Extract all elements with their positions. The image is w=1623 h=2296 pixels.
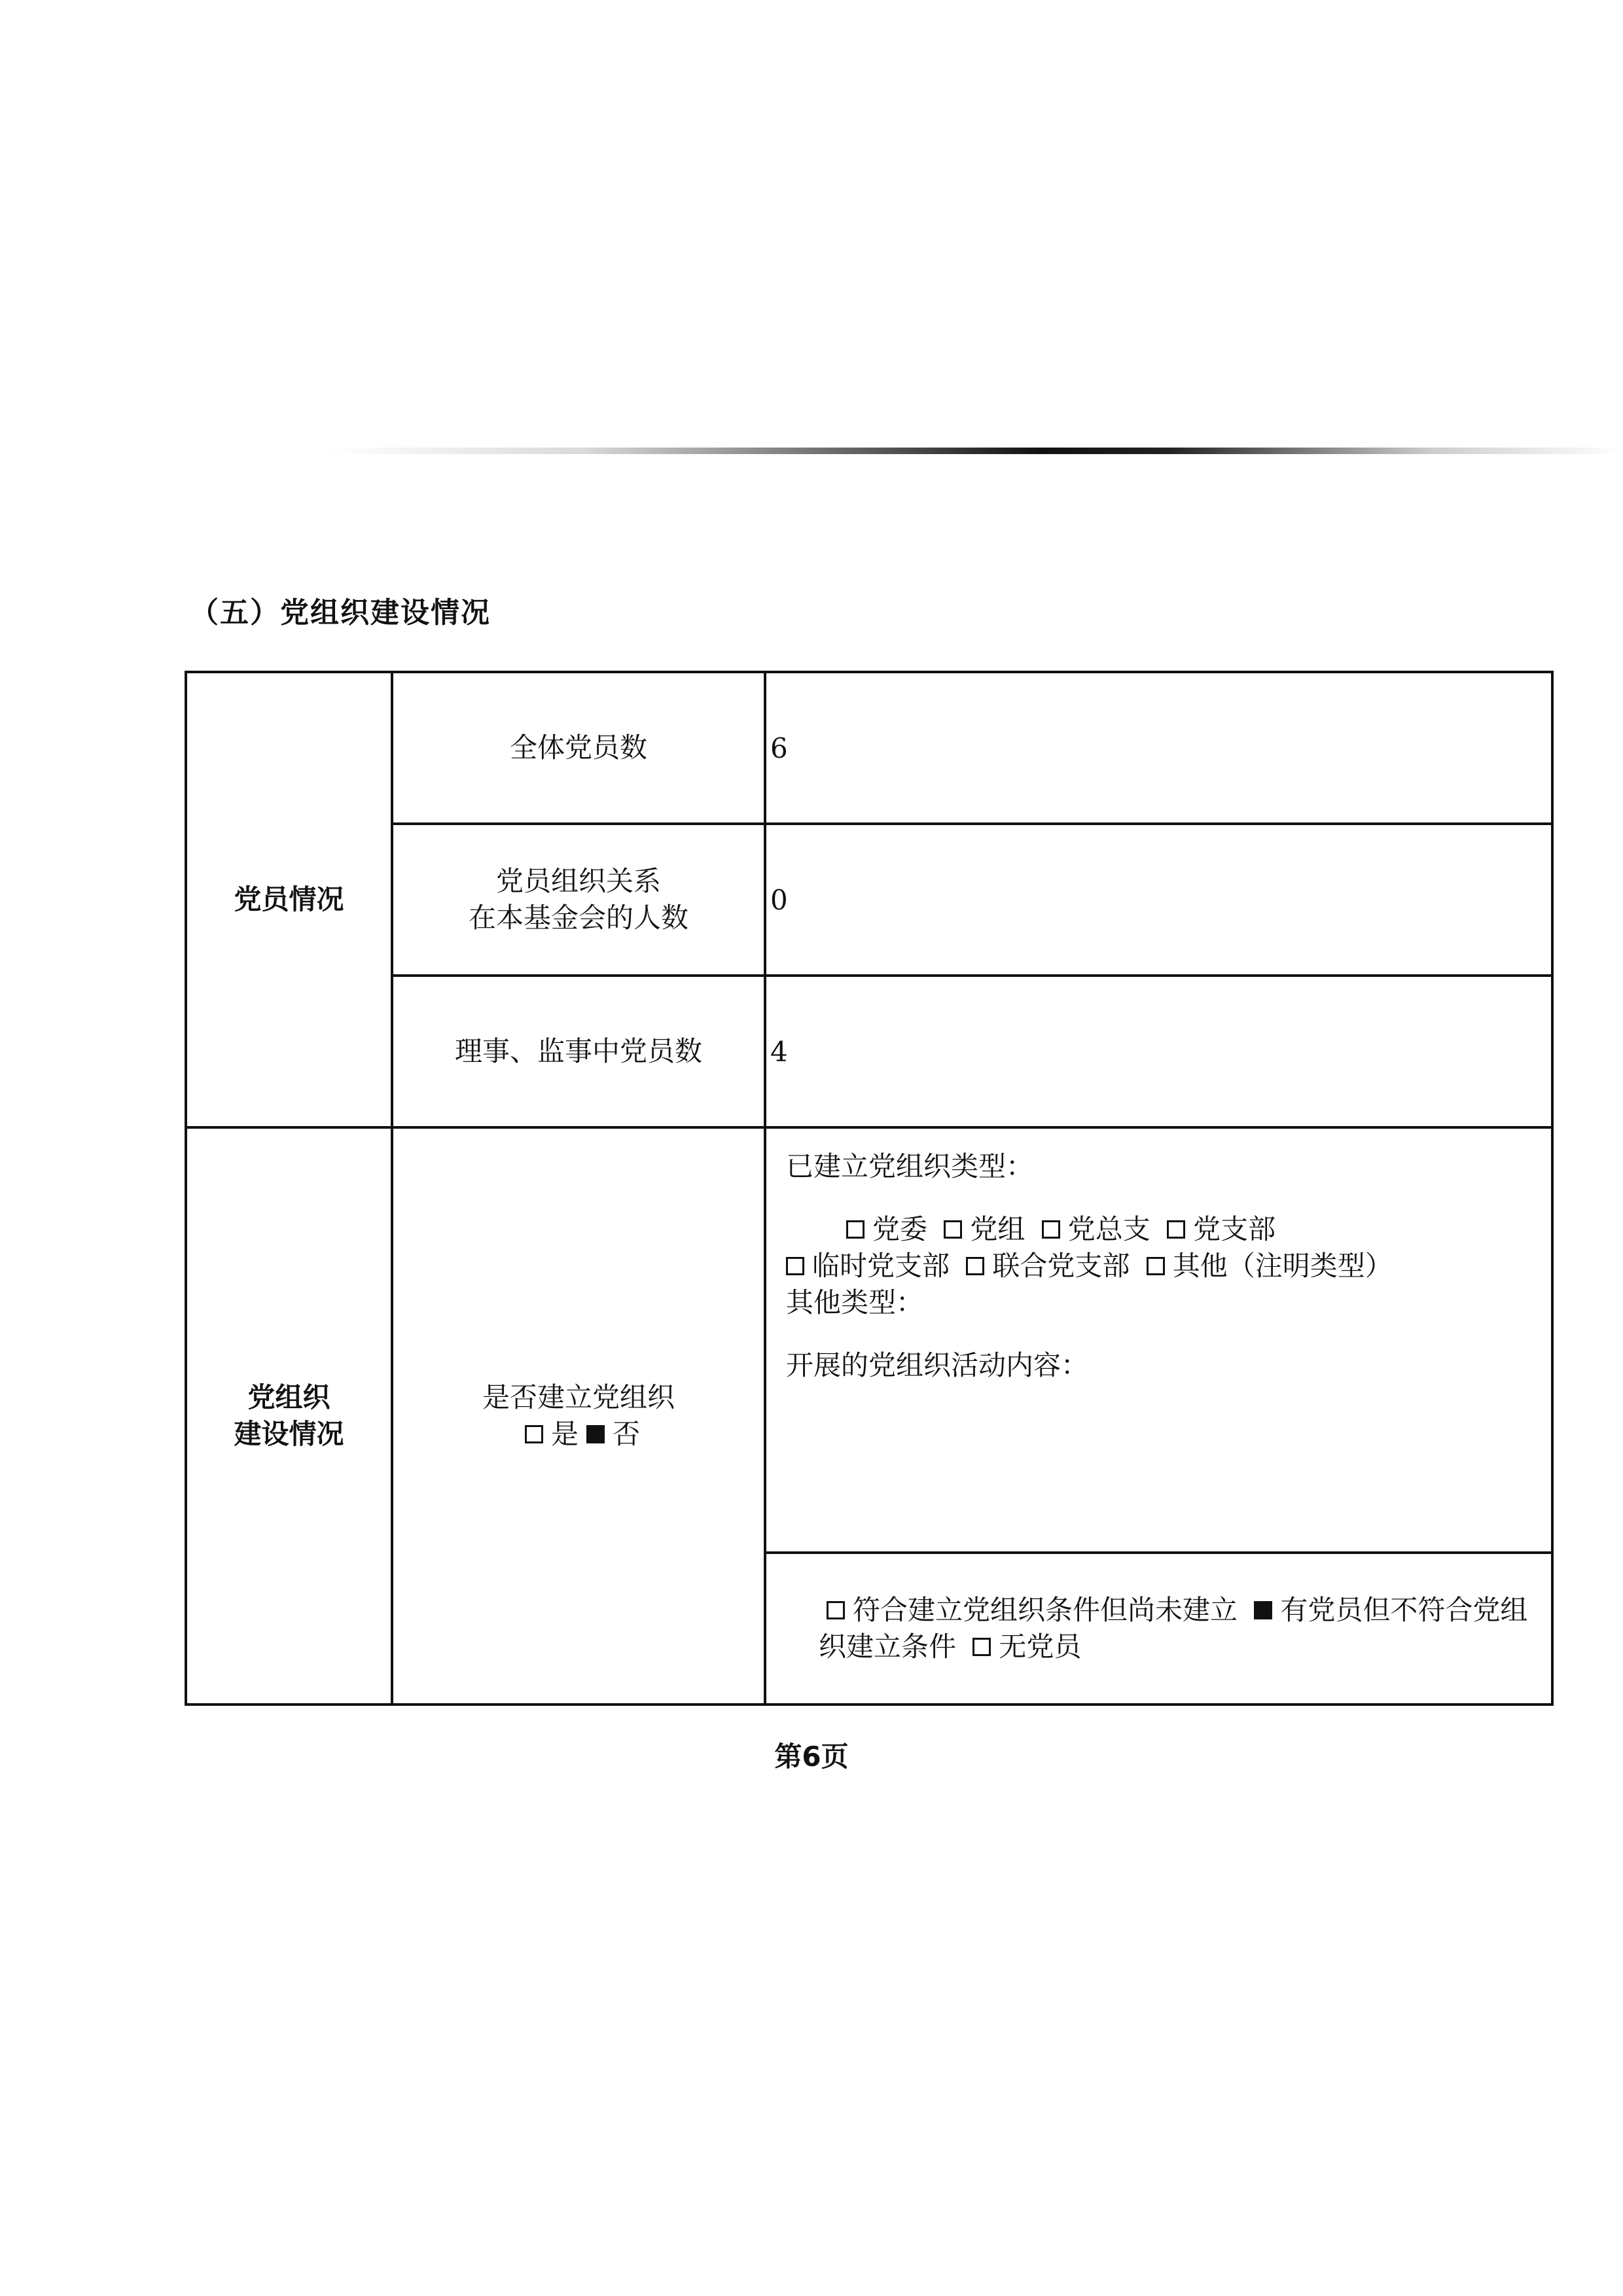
label-line: 党员组织关系	[495, 865, 661, 897]
no-checkbox[interactable]	[586, 1425, 605, 1443]
type-checkbox-7[interactable]	[1147, 1257, 1165, 1275]
type-checkbox-3[interactable]	[1042, 1220, 1060, 1239]
director-supervisor-members-value: 4	[765, 976, 1552, 1127]
label-line: 在本基金会的人数	[468, 902, 688, 934]
condition-label: 有党员但不符合党组织建立条件	[819, 1594, 1528, 1663]
type-label: 党总支	[1067, 1213, 1150, 1245]
condition-label: 符合建立党组织条件但尚未建立	[853, 1594, 1238, 1626]
type-label: 临时党支部	[812, 1250, 950, 1282]
type-label: 其他（注明类型）	[1172, 1250, 1393, 1282]
type-checkbox-6[interactable]	[966, 1257, 984, 1275]
condition-label: 无党员	[999, 1631, 1082, 1663]
label-line: 理事、监事中党员数	[454, 1035, 702, 1067]
type-label: 党支部	[1193, 1213, 1276, 1245]
org-relation-members-label	[392, 824, 765, 976]
type-checkbox-4[interactable]	[1167, 1220, 1185, 1239]
total-members-label	[392, 672, 765, 824]
party-org-conditions-cell	[765, 1553, 1552, 1704]
condition-checkbox-2[interactable]	[1254, 1601, 1272, 1619]
scan-edge-line	[327, 448, 1623, 454]
conditions-line	[786, 1592, 1531, 1665]
party-org-established-question	[392, 1127, 765, 1704]
yes-no-choice	[393, 1416, 764, 1453]
type-checkbox-2[interactable]	[944, 1220, 962, 1239]
page-number: 第6页	[774, 1740, 849, 1773]
type-label: 党委	[872, 1213, 928, 1245]
director-supervisor-members-label	[392, 976, 765, 1127]
party-building-table	[185, 671, 1554, 1706]
types-options-line	[786, 1248, 1531, 1284]
type-checkbox-1[interactable]	[846, 1220, 865, 1239]
total-members-value: 6	[765, 672, 1552, 824]
type-label: 党组	[970, 1213, 1026, 1245]
party-members-category: 党员情况	[186, 672, 392, 1127]
table-row	[186, 672, 1552, 824]
types-heading: 已建立党组织类型：	[786, 1150, 1034, 1182]
yes-label: 是	[550, 1418, 579, 1450]
party-org-category	[186, 1127, 392, 1704]
question-text: 是否建立党组织	[482, 1381, 675, 1413]
type-label: 联合党支部	[992, 1250, 1130, 1282]
yes-checkbox[interactable]	[525, 1425, 543, 1443]
types-options-line	[786, 1211, 1531, 1248]
org-relation-members-value: 0	[765, 824, 1552, 976]
section-title: （五）党组织建设情况	[190, 596, 491, 629]
no-label: 否	[613, 1418, 641, 1450]
table-row	[186, 1127, 1552, 1553]
activities-label: 开展的党组织活动内容：	[786, 1349, 1089, 1381]
condition-checkbox-1[interactable]	[827, 1601, 845, 1619]
label-line: 全体党员数	[509, 732, 647, 764]
other-type-label: 其他类型：	[786, 1286, 924, 1318]
type-checkbox-5[interactable]	[786, 1257, 804, 1275]
condition-checkbox-3[interactable]	[972, 1638, 991, 1656]
category-line: 建设情况	[234, 1418, 344, 1450]
category-line: 党组织	[247, 1381, 330, 1413]
party-org-types-cell	[765, 1127, 1552, 1553]
